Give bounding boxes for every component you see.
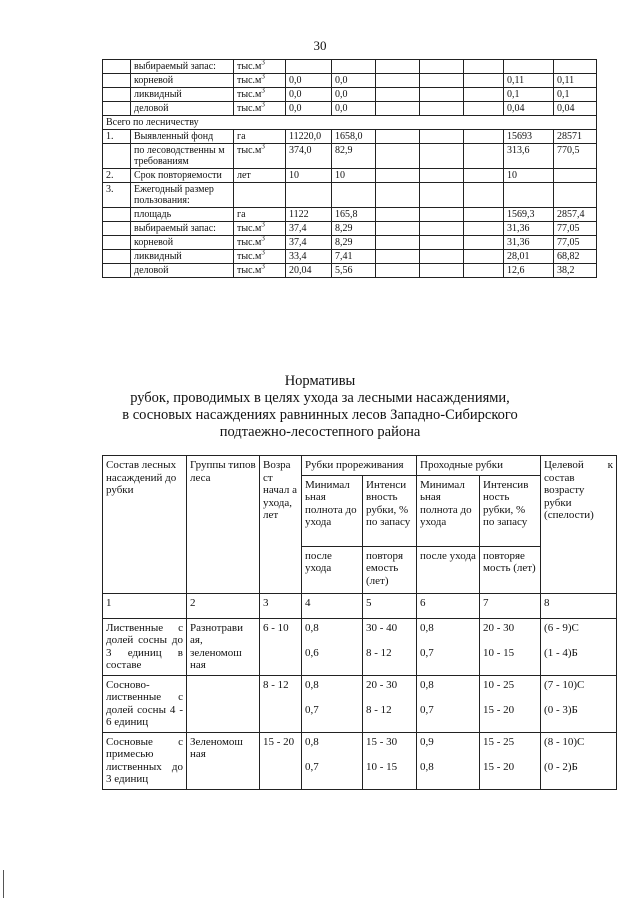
forest-group-cell [187, 675, 260, 732]
table-cell: 11220,0 [286, 130, 332, 144]
unit-superscript: 3 [261, 73, 265, 81]
header-intensity: Интенси вность рубки, % по запасу [363, 475, 417, 546]
table-cell [420, 250, 464, 264]
table-row [103, 60, 597, 74]
table-row [103, 169, 597, 183]
table-cell: 1122 [286, 208, 332, 222]
table-cell [376, 250, 420, 264]
table-row [103, 618, 617, 675]
header-intensity-2: Интенсив ность рубки, % по запасу [480, 475, 541, 546]
table-cell [376, 222, 420, 236]
value-cell [480, 618, 541, 675]
column-number: 7 [480, 593, 541, 618]
row-label: корневой [131, 74, 234, 88]
unit-cell [234, 208, 286, 222]
table-cell [376, 144, 420, 169]
value-top: 0,8 [305, 678, 319, 691]
start-age-cell: 8 - 12 [260, 675, 302, 732]
table-cell: 15693 [504, 130, 554, 144]
table-cell [376, 102, 420, 116]
table-cell: 7,41 [332, 250, 376, 264]
table-cell: 1658,0 [332, 130, 376, 144]
table-cell [464, 222, 504, 236]
table-row [103, 183, 597, 208]
table-cell [420, 264, 464, 278]
table-cell [420, 236, 464, 250]
value-cell [417, 732, 480, 789]
value-cell [480, 732, 541, 789]
table-cell: 77,05 [554, 222, 597, 236]
composition-cell: Лиственные с долей сосны до 3 единиц в составе [103, 618, 187, 675]
header-composition: Состав лесных насаждений до рубки [103, 456, 187, 594]
forest-group-cell: Разнотрави ая, зеленомош ная [187, 618, 260, 675]
unit-cell [234, 102, 286, 116]
forest-group-cell: Зеленомош ная [187, 732, 260, 789]
unit-text: тыс.м [237, 103, 262, 114]
table-cell: 0,1 [554, 88, 597, 102]
table-cell: 165,8 [332, 208, 376, 222]
table-cell [464, 60, 504, 74]
table-cell [464, 264, 504, 278]
header-after-care: после ухода [302, 546, 363, 593]
unit-cell [234, 236, 286, 250]
row-label: площадь [131, 208, 234, 222]
column-number: 3 [260, 593, 302, 618]
table-cell [420, 74, 464, 88]
value-bottom: 10 - 15 [483, 647, 515, 659]
header-after-care-2: после ухода [417, 546, 480, 593]
unit-superscript: 3 [261, 263, 265, 271]
table-row [103, 130, 597, 144]
table-cell [464, 236, 504, 250]
unit-text: тыс.м [237, 251, 262, 262]
table-cell [464, 102, 504, 116]
table-cell: 33,4 [286, 250, 332, 264]
table-row [103, 116, 597, 130]
table-cell: 31,36 [504, 222, 554, 236]
value-cell [363, 675, 417, 732]
forest-volume-table [102, 59, 597, 278]
table-cell [103, 102, 131, 116]
row-label: ликвидный [131, 88, 234, 102]
unit-cell [234, 74, 286, 88]
table-row [103, 236, 597, 250]
composition-cell: Сосновые с примесью лиственных до 3 единиц [103, 732, 187, 789]
table-cell [420, 183, 464, 208]
value-top: 10 - 25 [483, 678, 515, 691]
unit-cell [234, 88, 286, 102]
table-cell [103, 250, 131, 264]
table-cell [554, 60, 597, 74]
unit-superscript: 3 [261, 249, 265, 257]
value-bottom: 0,7 [305, 761, 319, 773]
value-cell [302, 675, 363, 732]
table-cell [376, 74, 420, 88]
table-row [103, 102, 597, 116]
value-cell [363, 732, 417, 789]
unit-text: тыс.м [237, 145, 262, 156]
page-number: 30 [313, 38, 327, 53]
value-top: (7 - 10)С [544, 678, 585, 691]
value-cell [363, 618, 417, 675]
table-row [103, 732, 617, 789]
table-cell [554, 169, 597, 183]
value-top: (8 - 10)С [544, 735, 585, 748]
table-cell [420, 60, 464, 74]
unit-cell [234, 250, 286, 264]
unit-text: тыс.м [237, 237, 262, 248]
value-bottom: 0,6 [305, 647, 319, 659]
heading-line-4: подтаежно-лесостепного района [219, 424, 421, 440]
table-cell [464, 208, 504, 222]
table-cell: 31,36 [504, 236, 554, 250]
unit-cell [234, 183, 286, 208]
header-row-1 [103, 456, 617, 476]
value-top: 0,9 [420, 735, 434, 748]
table-cell [103, 88, 131, 102]
value-bottom: 15 - 20 [483, 704, 515, 716]
table-row [103, 144, 597, 169]
table-cell [103, 74, 131, 88]
value-cell [541, 675, 617, 732]
row-label: Ежегодный размер пользования: [131, 183, 234, 208]
table-cell [420, 88, 464, 102]
unit-superscript: 3 [261, 59, 265, 67]
table-cell [332, 183, 376, 208]
table-cell [420, 169, 464, 183]
table-cell: 10 [332, 169, 376, 183]
table-cell: 28,01 [504, 250, 554, 264]
row-label: выбираемый запас: [131, 222, 234, 236]
value-cell [417, 675, 480, 732]
margin-mark [3, 870, 4, 898]
value-top: 0,8 [420, 621, 434, 634]
row-label: ликвидный [131, 250, 234, 264]
table-cell: 0,0 [286, 102, 332, 116]
unit-cell [234, 222, 286, 236]
table-cell [103, 236, 131, 250]
start-age-cell: 15 - 20 [260, 732, 302, 789]
table-cell [103, 144, 131, 169]
table-cell: 0,0 [332, 102, 376, 116]
value-top: 0,8 [305, 621, 319, 634]
table-cell [103, 60, 131, 74]
table-cell: 5,56 [332, 264, 376, 278]
table-cell: 3. [103, 183, 131, 208]
table-cell [420, 208, 464, 222]
value-cell [541, 732, 617, 789]
value-top: (6 - 9)С [544, 621, 579, 634]
table-cell [464, 169, 504, 183]
heading-title: Нормативы [284, 373, 356, 389]
table-cell [103, 222, 131, 236]
table-cell [420, 130, 464, 144]
header-forest-groups: Группы типов леса [187, 456, 260, 594]
value-top: 0,8 [420, 678, 434, 691]
unit-text: тыс.м [237, 265, 262, 276]
table-cell [376, 88, 420, 102]
table-cell: 2. [103, 169, 131, 183]
value-bottom: 0,8 [420, 761, 434, 773]
table-cell [464, 183, 504, 208]
column-number: 8 [541, 593, 617, 618]
table-cell: 313,6 [504, 144, 554, 169]
table-cell: 10 [504, 169, 554, 183]
unit-superscript: 3 [261, 221, 265, 229]
table-cell [376, 208, 420, 222]
table-cell [464, 250, 504, 264]
table-row [103, 74, 597, 88]
row-label: Выявленный фонд [131, 130, 234, 144]
header-start-age: Возра ст начал а ухода, лет [260, 456, 302, 594]
value-bottom: (0 - 2)Б [544, 761, 578, 773]
table-cell [376, 60, 420, 74]
row-label: корневой [131, 236, 234, 250]
table-cell: 38,2 [554, 264, 597, 278]
table-cell: 2857,4 [554, 208, 597, 222]
column-number: 6 [417, 593, 480, 618]
column-number: 4 [302, 593, 363, 618]
table-cell [376, 169, 420, 183]
value-cell [541, 618, 617, 675]
header-repeat: повторя емость (лет) [363, 546, 417, 593]
unit-text: тыс.м [237, 75, 262, 86]
table-cell [376, 183, 420, 208]
unit-text: тыс.м [237, 61, 262, 72]
unit-cell [234, 264, 286, 278]
table-cell [420, 144, 464, 169]
column-number: 5 [363, 593, 417, 618]
table-cell: 82,9 [332, 144, 376, 169]
thinning-norms-table [102, 455, 617, 790]
header-min-density-2: Минимал ьная полнота до ухода [417, 475, 480, 546]
unit-superscript: 3 [261, 143, 265, 151]
table-cell: 28571 [554, 130, 597, 144]
table-cell: 0,04 [554, 102, 597, 116]
table-row [103, 675, 617, 732]
value-top: 20 - 30 [483, 621, 515, 634]
value-cell [302, 618, 363, 675]
unit-cell [234, 130, 286, 144]
table-cell [103, 208, 131, 222]
column-number: 2 [187, 593, 260, 618]
table-cell: 68,82 [554, 250, 597, 264]
row-label: деловой [131, 102, 234, 116]
value-cell [417, 618, 480, 675]
table-cell: 0,1 [504, 88, 554, 102]
table-cell: 20,04 [286, 264, 332, 278]
value-bottom: 15 - 20 [483, 761, 515, 773]
table-cell [554, 183, 597, 208]
column-number-row [103, 593, 617, 618]
unit-cell [234, 60, 286, 74]
table-row [103, 222, 597, 236]
table-cell: 0,0 [332, 74, 376, 88]
table-cell [464, 144, 504, 169]
value-bottom: 0,7 [420, 647, 434, 659]
table-cell: 1569,3 [504, 208, 554, 222]
unit-superscript: 3 [261, 87, 265, 95]
table-cell: 8,29 [332, 236, 376, 250]
composition-cell: Сосново-лиственные с долей сосны 4 - 6 единиц [103, 675, 187, 732]
header-min-density: Минимал ьная полнота до ухода [302, 475, 363, 546]
value-top: 30 - 40 [366, 621, 398, 634]
table-cell: 12,6 [504, 264, 554, 278]
table-cell: 0,0 [332, 88, 376, 102]
table-cell: 1. [103, 130, 131, 144]
table-cell [464, 74, 504, 88]
value-bottom: 8 - 12 [366, 647, 392, 659]
table-cell [286, 183, 332, 208]
table-cell: 770,5 [554, 144, 597, 169]
table-row [103, 264, 597, 278]
row-label: по лесоводственны м требованиям [131, 144, 234, 169]
table-cell [332, 60, 376, 74]
value-top: 20 - 30 [366, 678, 398, 691]
row-label: выбираемый запас: [131, 60, 234, 74]
value-bottom: (1 - 4)Б [544, 647, 578, 659]
table-cell [504, 183, 554, 208]
row-label: деловой [131, 264, 234, 278]
table-cell: 374,0 [286, 144, 332, 169]
value-bottom: (0 - 3)Б [544, 704, 578, 716]
table-cell [420, 222, 464, 236]
unit-cell [234, 169, 286, 183]
table-row [103, 208, 597, 222]
header-passing-cuts: Проходные рубки [417, 456, 541, 476]
header-thinning: Рубки прореживания [302, 456, 417, 476]
table-cell: 37,4 [286, 222, 332, 236]
unit-text: га [237, 131, 246, 142]
table-cell [420, 102, 464, 116]
value-top: 0,8 [305, 735, 319, 748]
unit-text: тыс.м [237, 223, 262, 234]
value-top: 15 - 30 [366, 735, 398, 748]
header-repeat-2: повторяе мость (лет) [480, 546, 541, 593]
value-bottom: 8 - 12 [366, 704, 392, 716]
table-row [103, 88, 597, 102]
row-label: Срок повторяемости [131, 169, 234, 183]
table-cell [504, 60, 554, 74]
header-target-b: возрасту рубки (спелости) [544, 484, 594, 521]
value-cell [480, 675, 541, 732]
table-row [103, 250, 597, 264]
header-target-k: к [607, 459, 614, 471]
header-target-a: Целевой состав [544, 459, 584, 484]
table-cell: 0,04 [504, 102, 554, 116]
value-cell [302, 732, 363, 789]
table-cell: 0,11 [554, 74, 597, 88]
heading-line-3: в сосновых насаждениях равнинных лесов Западно-Сибирского [122, 407, 518, 423]
table-cell [376, 264, 420, 278]
table-cell: 0,0 [286, 74, 332, 88]
table-cell: 0,0 [286, 88, 332, 102]
table-cell [376, 130, 420, 144]
table-cell: 10 [286, 169, 332, 183]
table-cell [103, 264, 131, 278]
heading-line-2: рубок, проводимых в целях ухода за лесными насаждениями, [130, 390, 510, 406]
value-bottom: 0,7 [305, 704, 319, 716]
start-age-cell: 6 - 10 [260, 618, 302, 675]
table-cell [376, 236, 420, 250]
header-target-composition [541, 456, 617, 594]
unit-superscript: 3 [261, 101, 265, 109]
table-cell: 37,4 [286, 236, 332, 250]
table-cell: 0,11 [504, 74, 554, 88]
table-cell [464, 88, 504, 102]
section-label: Всего по лесничеству [103, 116, 597, 130]
table-cell [464, 130, 504, 144]
unit-superscript: 3 [261, 235, 265, 243]
table-cell: 77,05 [554, 236, 597, 250]
column-number: 1 [103, 593, 187, 618]
table-cell: 8,29 [332, 222, 376, 236]
value-bottom: 0,7 [420, 704, 434, 716]
unit-text: лет [237, 170, 251, 181]
value-bottom: 10 - 15 [366, 761, 398, 773]
unit-text: тыс.м [237, 89, 262, 100]
unit-text: га [237, 209, 246, 220]
table-cell [286, 60, 332, 74]
value-top: 15 - 25 [483, 735, 515, 748]
unit-cell [234, 144, 286, 169]
